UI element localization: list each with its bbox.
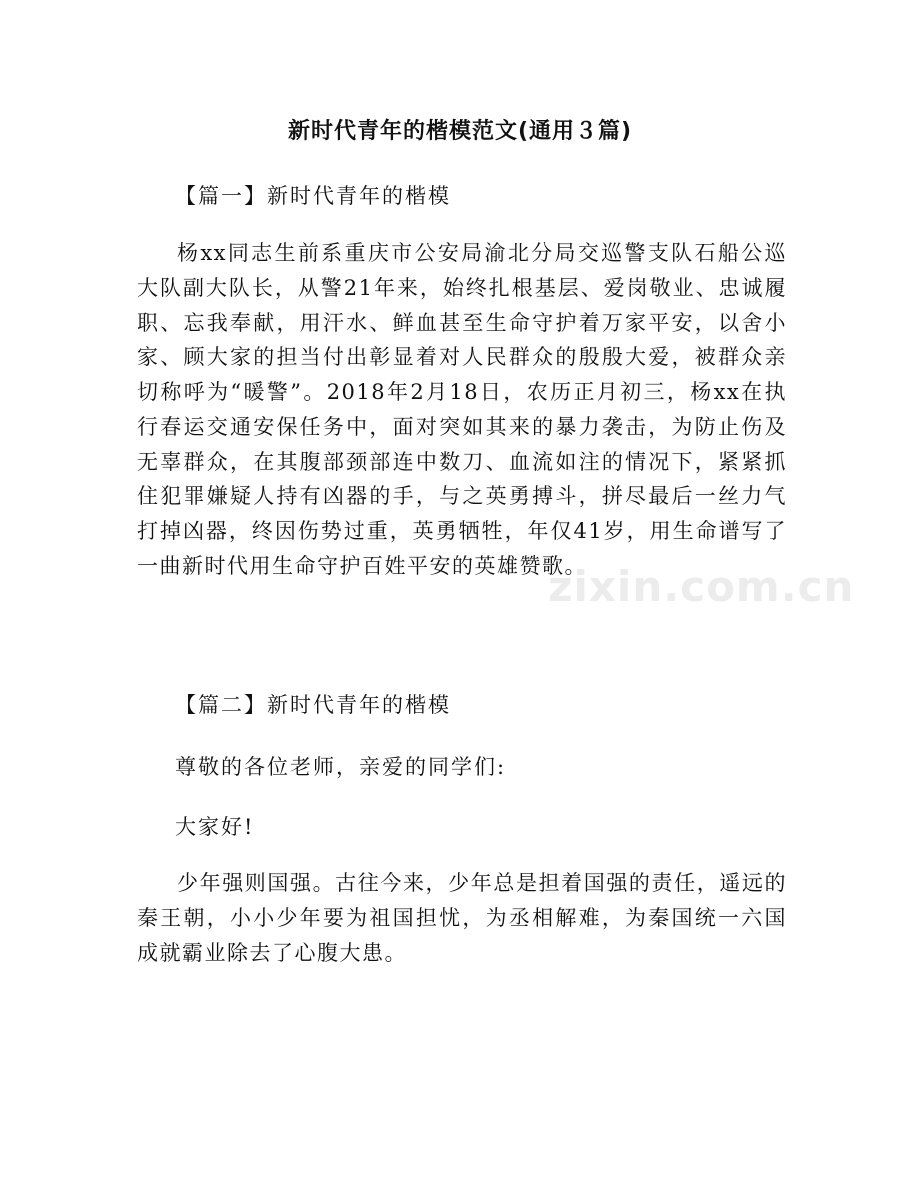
section1-paragraph: 杨xx同志生前系重庆市公安局渝北分局交巡警支队石船公巡大队副大队长，从警21年来，始终扎根基层、爱岗敬业、忠诚履职、忘我奉献，用汗水、鲜血甚至生命守护着万家平安，以舍小家、顾大家的担当付出彰显着对人民群众的殷殷大爱，被群众亲切称呼为“暖警”。2018年2月18日，农历正月初三，杨xx在执行春运交通安保任务中，面对突如其来的暴力袭击，为防止伤及无辜群众，在其腹部颈部连中数刀、血流如注的情况下，紧紧抓住犯罪嫌疑人持有凶器的手，与之英勇搏斗，拼尽最后一丝力气打掉凶器，终因伤势过重，英勇牺牲，年仅41岁，用生命谱写了一曲新时代用生命守护百姓平安的英雄赞歌。 [137,241,787,578]
section1-heading: 【篇一】新时代青年的楷模 [175,184,451,208]
document-title: 新时代青年的楷模范文(通用３篇) [287,119,633,144]
watermark: zixin.com.cn [548,562,855,611]
section2-heading: 【篇二】新时代青年的楷模 [175,693,451,717]
section2-paragraph: 少年强则国强。古往今来，少年总是担着国强的责任，遥远的秦王朝，小小少年要为祖国担忧，为丞相解难，为秦国统一六国成就霸业除去了心腹大患。 [137,871,787,965]
salutation: 尊敬的各位老师，亲爱的同学们: [175,755,507,779]
greeting: 大家好! [175,815,255,839]
